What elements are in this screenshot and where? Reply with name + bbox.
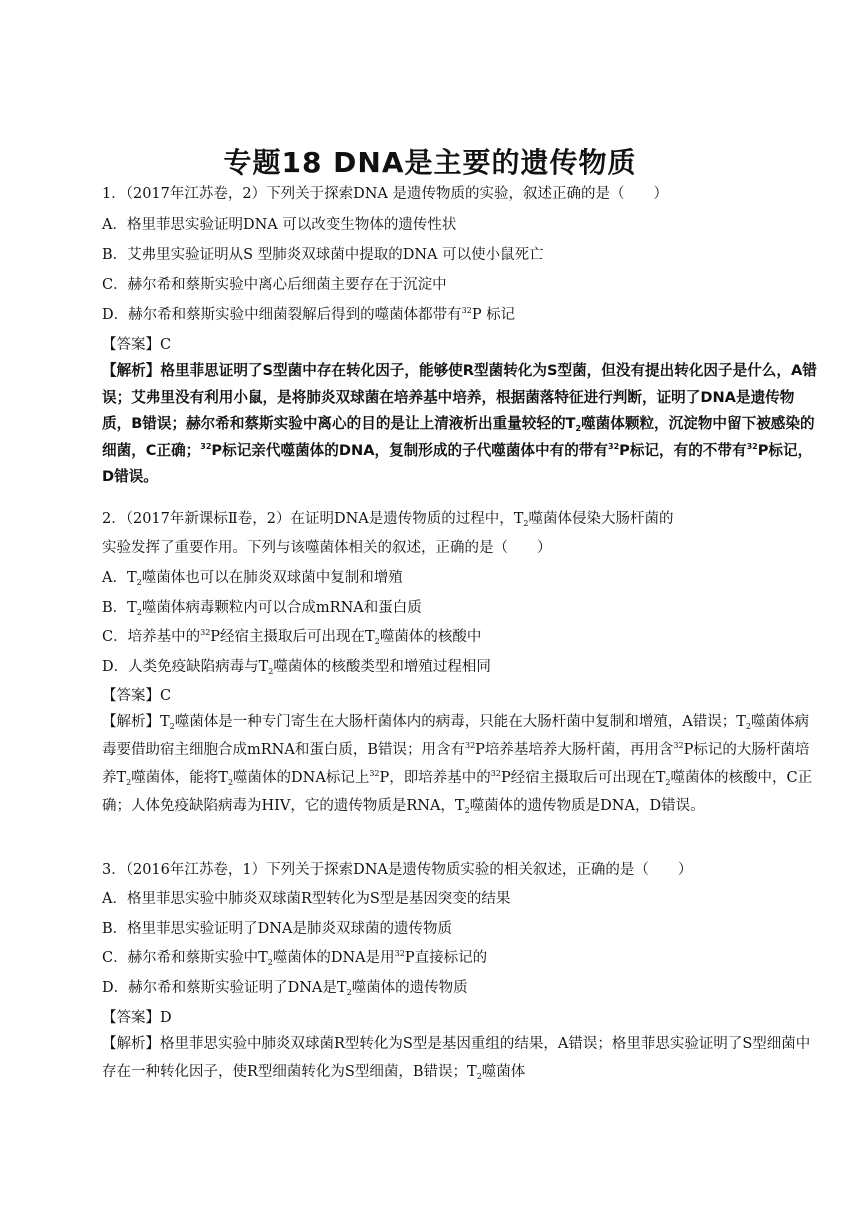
q3-explanation: 【解析】格里菲思实验中肺炎双球菌R型转化为S型是基因重组的结果，A错误；格里菲思实验证明了S型细菌中存在一种转化因子，使R型细菌转化为S型细菌，B错误；$T_2$噬菌体 (102, 1036, 811, 1081)
q1-answer: 【答案】C (102, 337, 172, 353)
q2-stem-line2: 实验发挥了重要作用。下列与该噬菌体相关的叙述，正确的是（ ） (102, 540, 552, 556)
q2-option-d: D．人类免疫缺陷病毒与$T_2$噬菌体的核酸类型和增殖过程相同 (102, 659, 491, 676)
q1-option-d: D．赫尔希和蔡斯实验中细菌裂解后得到的噬菌体都带有$^{32}$P 标记 (102, 306, 516, 323)
q3-option-d: D．赫尔希和蔡斯实验证明了DNA是$T_2$噬菌体的遗传物质 (102, 980, 468, 997)
q1-option-a: A．格里菲思实验证明DNA 可以改变生物体的遗传性状 (102, 217, 457, 233)
page-title: 专题18 DNA是主要的遗传物质 (223, 146, 637, 179)
q2-option-c: C．培养基中的$^{32}$P经宿主摄取后可出现在$T_2$噬菌体的核酸中 (102, 628, 482, 646)
q3-stem: 3．（2016年江苏卷，1）下列关于探索DNA是遗传物质实验的相关叙述，正确的是（ ） (102, 862, 693, 878)
q2-stem-line1: 2．（2017年新课标Ⅱ卷，2）在证明DNA是遗传物质的过程中，$T_2$噬菌体侵染大肠杆菌的 (102, 511, 674, 528)
q2-option-b: B．$T_2$噬菌体病毒颗粒内可以合成mRNA和蛋白质 (102, 600, 422, 617)
q1-stem: 1．（2017年江苏卷，2）下列关于探索DNA 是遗传物质的实验，叙述正确的是（ ） (102, 186, 668, 202)
q2-answer: 【答案】C (102, 688, 172, 704)
q3-option-a: A．格里菲思实验中肺炎双球菌R型转化为S型是基因突变的结果 (102, 891, 511, 907)
q2-option-a: A．$T_2$噬菌体也可以在肺炎双球菌中复制和增殖 (102, 570, 403, 587)
q3-option-c: C．赫尔希和蔡斯实验中$T_2$噬菌体的DNA是用$^{32}$P直接标记的 (102, 949, 488, 967)
q3-option-b: B．格里菲思实验证明了DNA是肺炎双球菌的遗传物质 (102, 921, 452, 937)
q2-explanation: 【解析】$T_2$噬菌体是一种专门寄生在大肠杆菌体内的病毒，只能在大肠杆菌中复制和增殖，A错误；$T_2$噬菌体病毒要借助宿主细胞合成mRNA和蛋白质，B错误；用含有$^{32}$P培养基培养大肠杆菌，再用含$^{32}$P标记的大肠杆菌培养$T_2$噬菌体，能将$T_2$噬菌体的DNA标记上$^{32}$P，即培养基中的$^{32}$P经宿主摄取后可出现在$T_2$噬菌体的核酸中，C正确；人体免疫缺陷病毒为HIV，它的遗传物质是RNA，$T_2$噬菌体的遗传物质是DNA，D错误。 (102, 714, 813, 815)
q3-answer: 【答案】D (102, 1010, 172, 1026)
q1-option-c: C．赫尔希和蔡斯实验中离心后细菌主要存在于沉淀中 (102, 277, 447, 293)
q1-option-b: B．艾弗里实验证明从S 型肺炎双球菌中提取的DNA 可以使小鼠死亡 (102, 247, 544, 263)
q1-explanation: 【解析】格里菲思证明了S型菌中存在转化因子，能够使R型菌转化为S型菌，但没有提出转化因子是什么，A错误；艾弗里没有利用小鼠，是将肺炎双球菌在培养基中培养，根据菌落特征进行判断，证明了DNA是遗传物质，B错误；赫尔希和蔡斯实验中离心的目的是让上清液析出重量较轻的$T_2$噬菌体颗粒，沉淀物中留下被感染的细菌，C正确；$^{32}$P标记亲代噬菌体的DNA，复制形成的子代噬菌体中有的带有$^{32}$P标记，有的不带有$^{32}$P标记，D错误。 (102, 362, 817, 485)
